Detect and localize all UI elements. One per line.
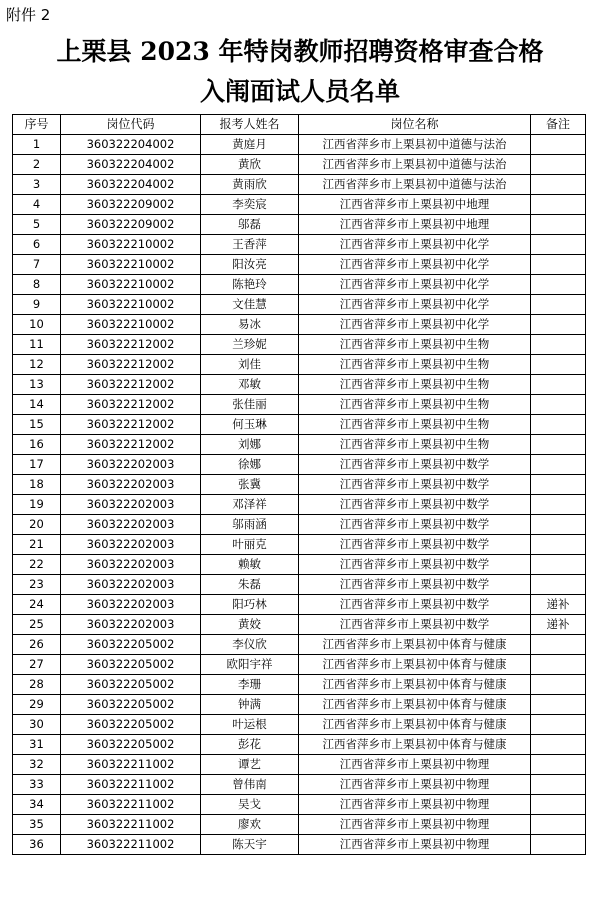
cell-candidate-name: 谭艺: [201, 755, 299, 775]
cell-candidate-name: 黄姣: [201, 615, 299, 635]
cell-candidate-name: 叶丽克: [201, 535, 299, 555]
table-row: [13, 675, 586, 695]
cell-post-name: 江西省萍乡市上栗县初中道德与法治: [299, 155, 531, 175]
cell-post-code: 360322205002: [61, 675, 201, 695]
table-row: [13, 415, 586, 435]
table-row: [13, 515, 586, 535]
cell-candidate-name: 王香萍: [201, 235, 299, 255]
cell-remarks: [531, 255, 586, 275]
candidate-table: [12, 114, 586, 855]
cell-serial: 5: [13, 215, 61, 235]
cell-serial: 7: [13, 255, 61, 275]
cell-candidate-name: 欧阳宇祥: [201, 655, 299, 675]
table-row: [13, 815, 586, 835]
cell-post-code: 360322212002: [61, 375, 201, 395]
cell-post-name: 江西省萍乡市上栗县初中生物: [299, 335, 531, 355]
cell-serial: 20: [13, 515, 61, 535]
cell-candidate-name: 何玉琳: [201, 415, 299, 435]
table-row: [13, 235, 586, 255]
cell-remarks: 递补: [531, 615, 586, 635]
cell-serial: 13: [13, 375, 61, 395]
cell-post-name: 江西省萍乡市上栗县初中体育与健康: [299, 695, 531, 715]
table-row: [13, 695, 586, 715]
cell-serial: 34: [13, 795, 61, 815]
cell-candidate-name: 陈艳玲: [201, 275, 299, 295]
cell-post-name: 江西省萍乡市上栗县初中道德与法治: [299, 175, 531, 195]
cell-post-name: 江西省萍乡市上栗县初中物理: [299, 835, 531, 855]
cell-post-code: 360322202003: [61, 595, 201, 615]
cell-serial: 21: [13, 535, 61, 555]
cell-remarks: [531, 175, 586, 195]
cell-post-name: 江西省萍乡市上栗县初中生物: [299, 375, 531, 395]
table-row: [13, 395, 586, 415]
cell-candidate-name: 兰珍妮: [201, 335, 299, 355]
cell-candidate-name: 徐娜: [201, 455, 299, 475]
cell-candidate-name: 曾伟南: [201, 775, 299, 795]
cell-post-name: 江西省萍乡市上栗县初中化学: [299, 235, 531, 255]
cell-remarks: [531, 795, 586, 815]
cell-serial: 3: [13, 175, 61, 195]
table-row: [13, 435, 586, 455]
cell-post-code: 360322212002: [61, 355, 201, 375]
cell-post-code: 360322204002: [61, 155, 201, 175]
table-row: [13, 135, 586, 155]
cell-serial: 6: [13, 235, 61, 255]
cell-post-name: 江西省萍乡市上栗县初中化学: [299, 315, 531, 335]
cell-candidate-name: 黄庭月: [201, 135, 299, 155]
table-row: [13, 175, 586, 195]
table-row: [13, 335, 586, 355]
cell-candidate-name: 李仪欣: [201, 635, 299, 655]
cell-post-name: 江西省萍乡市上栗县初中生物: [299, 435, 531, 455]
table-row: [13, 575, 586, 595]
table-row: [13, 455, 586, 475]
cell-post-name: 江西省萍乡市上栗县初中地理: [299, 195, 531, 215]
cell-remarks: [531, 155, 586, 175]
cell-serial: 27: [13, 655, 61, 675]
cell-serial: 36: [13, 835, 61, 855]
cell-post-name: 江西省萍乡市上栗县初中数学: [299, 475, 531, 495]
header-remarks: 备注: [531, 115, 586, 135]
table-body: [13, 135, 586, 855]
cell-post-name: 江西省萍乡市上栗县初中数学: [299, 535, 531, 555]
cell-remarks: [531, 275, 586, 295]
cell-post-code: 360322202003: [61, 535, 201, 555]
cell-candidate-name: 钟满: [201, 695, 299, 715]
cell-remarks: [531, 415, 586, 435]
cell-serial: 31: [13, 735, 61, 755]
cell-candidate-name: 朱磊: [201, 575, 299, 595]
cell-post-name: 江西省萍乡市上栗县初中数学: [299, 575, 531, 595]
cell-remarks: [531, 295, 586, 315]
cell-post-code: 360322210002: [61, 235, 201, 255]
cell-post-code: 360322211002: [61, 775, 201, 795]
cell-candidate-name: 张冀: [201, 475, 299, 495]
cell-remarks: [531, 695, 586, 715]
cell-post-name: 江西省萍乡市上栗县初中地理: [299, 215, 531, 235]
cell-candidate-name: 邬磊: [201, 215, 299, 235]
cell-serial: 14: [13, 395, 61, 415]
cell-post-code: 360322210002: [61, 275, 201, 295]
cell-post-code: 360322205002: [61, 735, 201, 755]
cell-post-name: 江西省萍乡市上栗县初中物理: [299, 755, 531, 775]
cell-candidate-name: 邓泽祥: [201, 495, 299, 515]
cell-remarks: [531, 515, 586, 535]
cell-serial: 12: [13, 355, 61, 375]
table-row: [13, 295, 586, 315]
table-row: [13, 715, 586, 735]
cell-post-code: 360322210002: [61, 295, 201, 315]
cell-remarks: [531, 775, 586, 795]
header-serial: 序号: [13, 115, 61, 135]
cell-post-name: 江西省萍乡市上栗县初中数学: [299, 595, 531, 615]
cell-post-code: 360322205002: [61, 635, 201, 655]
cell-post-name: 江西省萍乡市上栗县初中化学: [299, 295, 531, 315]
cell-post-code: 360322209002: [61, 195, 201, 215]
table-row: [13, 535, 586, 555]
cell-serial: 1: [13, 135, 61, 155]
cell-candidate-name: 邓敏: [201, 375, 299, 395]
cell-post-name: 江西省萍乡市上栗县初中生物: [299, 415, 531, 435]
table-row: [13, 195, 586, 215]
cell-candidate-name: 黄欣: [201, 155, 299, 175]
cell-serial: 35: [13, 815, 61, 835]
header-candidate-name: 报考人姓名: [201, 115, 299, 135]
table-row: [13, 495, 586, 515]
table-row: [13, 775, 586, 795]
cell-serial: 15: [13, 415, 61, 435]
cell-post-name: 江西省萍乡市上栗县初中数学: [299, 555, 531, 575]
cell-serial: 9: [13, 295, 61, 315]
table-row: [13, 735, 586, 755]
cell-post-name: 江西省萍乡市上栗县初中数学: [299, 515, 531, 535]
cell-post-code: 360322205002: [61, 715, 201, 735]
cell-remarks: [531, 315, 586, 335]
cell-post-code: 360322212002: [61, 335, 201, 355]
cell-post-code: 360322202003: [61, 575, 201, 595]
cell-post-name: 江西省萍乡市上栗县初中体育与健康: [299, 635, 531, 655]
table-row: [13, 155, 586, 175]
cell-candidate-name: 吴戈: [201, 795, 299, 815]
cell-post-code: 360322205002: [61, 655, 201, 675]
cell-remarks: 递补: [531, 595, 586, 615]
cell-serial: 26: [13, 635, 61, 655]
cell-remarks: [531, 575, 586, 595]
cell-post-code: 360322204002: [61, 175, 201, 195]
cell-post-code: 360322202003: [61, 475, 201, 495]
table-row: [13, 355, 586, 375]
cell-candidate-name: 阳汝亮: [201, 255, 299, 275]
cell-remarks: [531, 755, 586, 775]
cell-candidate-name: 文佳慧: [201, 295, 299, 315]
cell-remarks: [531, 815, 586, 835]
cell-remarks: [531, 235, 586, 255]
table-row: [13, 315, 586, 335]
cell-candidate-name: 阳巧林: [201, 595, 299, 615]
cell-post-name: 江西省萍乡市上栗县初中生物: [299, 355, 531, 375]
cell-post-code: 360322202003: [61, 555, 201, 575]
cell-serial: 16: [13, 435, 61, 455]
cell-post-name: 江西省萍乡市上栗县初中体育与健康: [299, 655, 531, 675]
cell-remarks: [531, 555, 586, 575]
cell-remarks: [531, 715, 586, 735]
cell-post-name: 江西省萍乡市上栗县初中化学: [299, 275, 531, 295]
cell-remarks: [531, 495, 586, 515]
cell-serial: 2: [13, 155, 61, 175]
cell-post-code: 360322205002: [61, 695, 201, 715]
cell-candidate-name: 刘佳: [201, 355, 299, 375]
cell-candidate-name: 张佳丽: [201, 395, 299, 415]
cell-post-code: 360322202003: [61, 615, 201, 635]
cell-candidate-name: 易冰: [201, 315, 299, 335]
cell-post-code: 360322210002: [61, 315, 201, 335]
cell-post-name: 江西省萍乡市上栗县初中体育与健康: [299, 675, 531, 695]
cell-post-code: 360322211002: [61, 835, 201, 855]
cell-remarks: [531, 635, 586, 655]
cell-post-name: 江西省萍乡市上栗县初中道德与法治: [299, 135, 531, 155]
cell-serial: 19: [13, 495, 61, 515]
cell-remarks: [531, 735, 586, 755]
cell-remarks: [531, 195, 586, 215]
table-row: [13, 475, 586, 495]
cell-candidate-name: 李珊: [201, 675, 299, 695]
cell-serial: 22: [13, 555, 61, 575]
cell-serial: 25: [13, 615, 61, 635]
cell-serial: 32: [13, 755, 61, 775]
cell-post-code: 360322209002: [61, 215, 201, 235]
table-header-row: [13, 115, 586, 135]
cell-remarks: [531, 675, 586, 695]
cell-post-name: 江西省萍乡市上栗县初中数学: [299, 495, 531, 515]
table-row: [13, 275, 586, 295]
cell-remarks: [531, 335, 586, 355]
cell-serial: 18: [13, 475, 61, 495]
cell-remarks: [531, 395, 586, 415]
cell-post-name: 江西省萍乡市上栗县初中体育与健康: [299, 735, 531, 755]
table-row: [13, 375, 586, 395]
cell-post-name: 江西省萍乡市上栗县初中物理: [299, 775, 531, 795]
cell-post-code: 360322210002: [61, 255, 201, 275]
cell-remarks: [531, 835, 586, 855]
table-row: [13, 555, 586, 575]
cell-post-name: 江西省萍乡市上栗县初中物理: [299, 795, 531, 815]
cell-remarks: [531, 535, 586, 555]
cell-candidate-name: 黄雨欣: [201, 175, 299, 195]
attachment-label: 附件 2: [6, 6, 51, 24]
cell-serial: 8: [13, 275, 61, 295]
cell-post-code: 360322212002: [61, 415, 201, 435]
cell-serial: 30: [13, 715, 61, 735]
cell-candidate-name: 廖欢: [201, 815, 299, 835]
table-row: [13, 755, 586, 775]
cell-candidate-name: 邬雨涵: [201, 515, 299, 535]
cell-remarks: [531, 655, 586, 675]
table-row: [13, 655, 586, 675]
cell-remarks: [531, 135, 586, 155]
cell-serial: 28: [13, 675, 61, 695]
cell-serial: 24: [13, 595, 61, 615]
cell-remarks: [531, 375, 586, 395]
cell-post-code: 360322202003: [61, 515, 201, 535]
cell-post-code: 360322212002: [61, 435, 201, 455]
cell-post-name: 江西省萍乡市上栗县初中物理: [299, 815, 531, 835]
table-row: [13, 595, 586, 615]
cell-candidate-name: 刘娜: [201, 435, 299, 455]
document-title-line2: 入闱面试人员名单: [199, 77, 400, 106]
cell-post-code: 360322211002: [61, 755, 201, 775]
cell-post-name: 江西省萍乡市上栗县初中化学: [299, 255, 531, 275]
cell-serial: 23: [13, 575, 61, 595]
cell-post-name: 江西省萍乡市上栗县初中数学: [299, 455, 531, 475]
cell-serial: 33: [13, 775, 61, 795]
document-title-line1: 上栗县 2023 年特岗教师招聘资格审查合格: [56, 37, 544, 66]
cell-remarks: [531, 435, 586, 455]
cell-remarks: [531, 215, 586, 235]
cell-post-name: 江西省萍乡市上栗县初中体育与健康: [299, 715, 531, 735]
cell-post-code: 360322211002: [61, 815, 201, 835]
cell-serial: 11: [13, 335, 61, 355]
cell-serial: 10: [13, 315, 61, 335]
cell-remarks: [531, 355, 586, 375]
cell-candidate-name: 陈天宇: [201, 835, 299, 855]
table-row: [13, 795, 586, 815]
cell-serial: 29: [13, 695, 61, 715]
cell-post-code: 360322212002: [61, 395, 201, 415]
header-post-code: 岗位代码: [61, 115, 201, 135]
cell-post-code: 360322204002: [61, 135, 201, 155]
cell-candidate-name: 彭花: [201, 735, 299, 755]
cell-post-name: 江西省萍乡市上栗县初中生物: [299, 395, 531, 415]
cell-post-code: 360322202003: [61, 455, 201, 475]
table-row: [13, 615, 586, 635]
cell-post-code: 360322211002: [61, 795, 201, 815]
cell-remarks: [531, 455, 586, 475]
cell-remarks: [531, 475, 586, 495]
cell-candidate-name: 叶运根: [201, 715, 299, 735]
table-row: [13, 835, 586, 855]
cell-serial: 4: [13, 195, 61, 215]
cell-serial: 17: [13, 455, 61, 475]
header-post-name: 岗位名称: [299, 115, 531, 135]
cell-candidate-name: 李奕宸: [201, 195, 299, 215]
table-row: [13, 635, 586, 655]
cell-post-name: 江西省萍乡市上栗县初中数学: [299, 615, 531, 635]
table-row: [13, 215, 586, 235]
table-row: [13, 255, 586, 275]
cell-post-code: 360322202003: [61, 495, 201, 515]
cell-candidate-name: 赖敏: [201, 555, 299, 575]
